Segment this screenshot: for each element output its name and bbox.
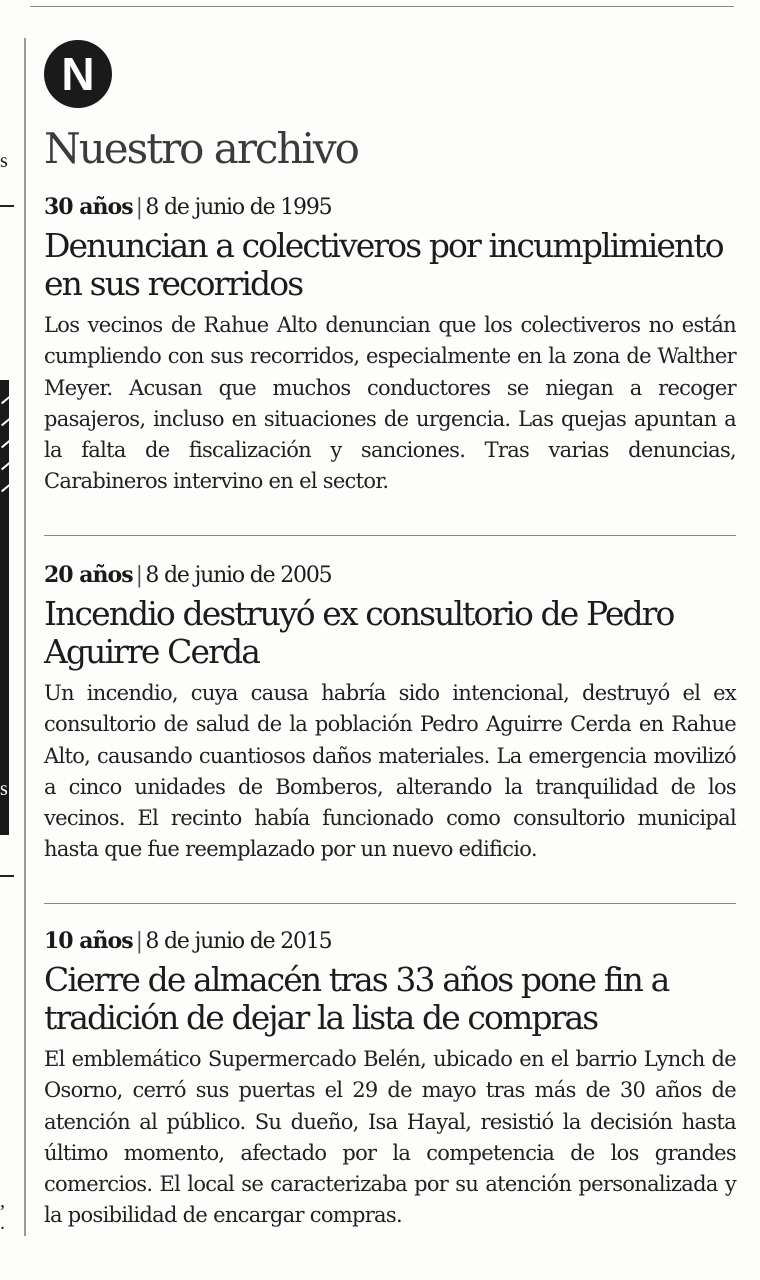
entry-years: 30 años	[44, 194, 133, 220]
entry-years: 10 años	[44, 928, 133, 954]
entry-date: 8 de junio de 1995	[145, 195, 332, 220]
archive-entry-2005	[44, 560, 736, 866]
adjacent-column-fragment: .	[0, 1212, 5, 1234]
entry-date: 8 de junio de 2015	[145, 929, 332, 954]
entry-dateline	[44, 560, 736, 591]
entry-dateline	[44, 192, 736, 223]
entry-body: Los vecinos de Rahue Alto denuncian que los colectiveros no están cumpliendo con sus recorridos, especialmente en la zona de Walther Meyer. Acusan que muchos conductores se niegan a recoger pasajeros, incluso en situaciones de urgencia. Las quejas apuntan a la falta de fiscalización y sanciones. Tras varias denuncias, Carabineros intervino en el sector.	[44, 313, 736, 494]
dateline-separator: |	[135, 929, 143, 954]
entry-dateline	[44, 926, 736, 957]
entry-divider	[44, 535, 736, 536]
adjacent-column-rule	[0, 205, 14, 207]
adjacent-column-fragment: s	[0, 150, 8, 172]
adjacent-column-image	[0, 380, 9, 835]
section-title: Nuestro archivo	[44, 124, 358, 173]
entry-divider	[44, 903, 736, 904]
entry-headline: Cierre de almacén tras 33 años pone fin a tradición de dejar la lista de compras	[44, 960, 669, 1037]
entry-body: Un incendio, cuya causa habría sido intencional, destruyó el ex consultorio de salud de la población Pedro Aguirre Cerda en Rahue Alto, causando cuantiosos daños materiales. La emergencia movilizó a cinco unidades de Bomberos, alterando la tranquilidad de los vecinos. El recinto había funcionado como consultorio municipal hasta que fue reemplazado por un nuevo edificio.	[44, 681, 736, 862]
top-rule	[30, 6, 734, 7]
column-divider	[24, 38, 26, 1236]
adjacent-column-fragment: s	[0, 778, 8, 800]
adjacent-column-rule	[0, 875, 14, 877]
archive-entry-1995	[44, 192, 736, 498]
entry-headline: Denuncian a colectiveros por incumplimiento en sus recorridos	[44, 226, 723, 303]
dateline-separator: |	[135, 195, 143, 220]
entry-body: El emblemático Supermercado Belén, ubicado en el barrio Lynch de Osorno, cerró sus puertas el 29 de mayo tras más de 30 años de atención al público. Su dueño, Isa Hayal, resistió la decisión hasta último momento, afectado por la competencia de los grandes comercios. El local se caracterizaba por su atención personalizada y la posibilidad de encargar compras.	[44, 1047, 736, 1228]
dateline-separator: |	[135, 563, 143, 588]
section-logo: N	[44, 40, 112, 108]
adjacent-column-fragment: ,	[0, 1190, 5, 1212]
entry-headline: Incendio destruyó ex consultorio de Pedro Aguirre Cerda	[44, 594, 674, 671]
entry-date: 8 de junio de 2005	[145, 563, 332, 588]
archive-entry-2015	[44, 926, 736, 1232]
entry-years: 20 años	[44, 562, 133, 588]
